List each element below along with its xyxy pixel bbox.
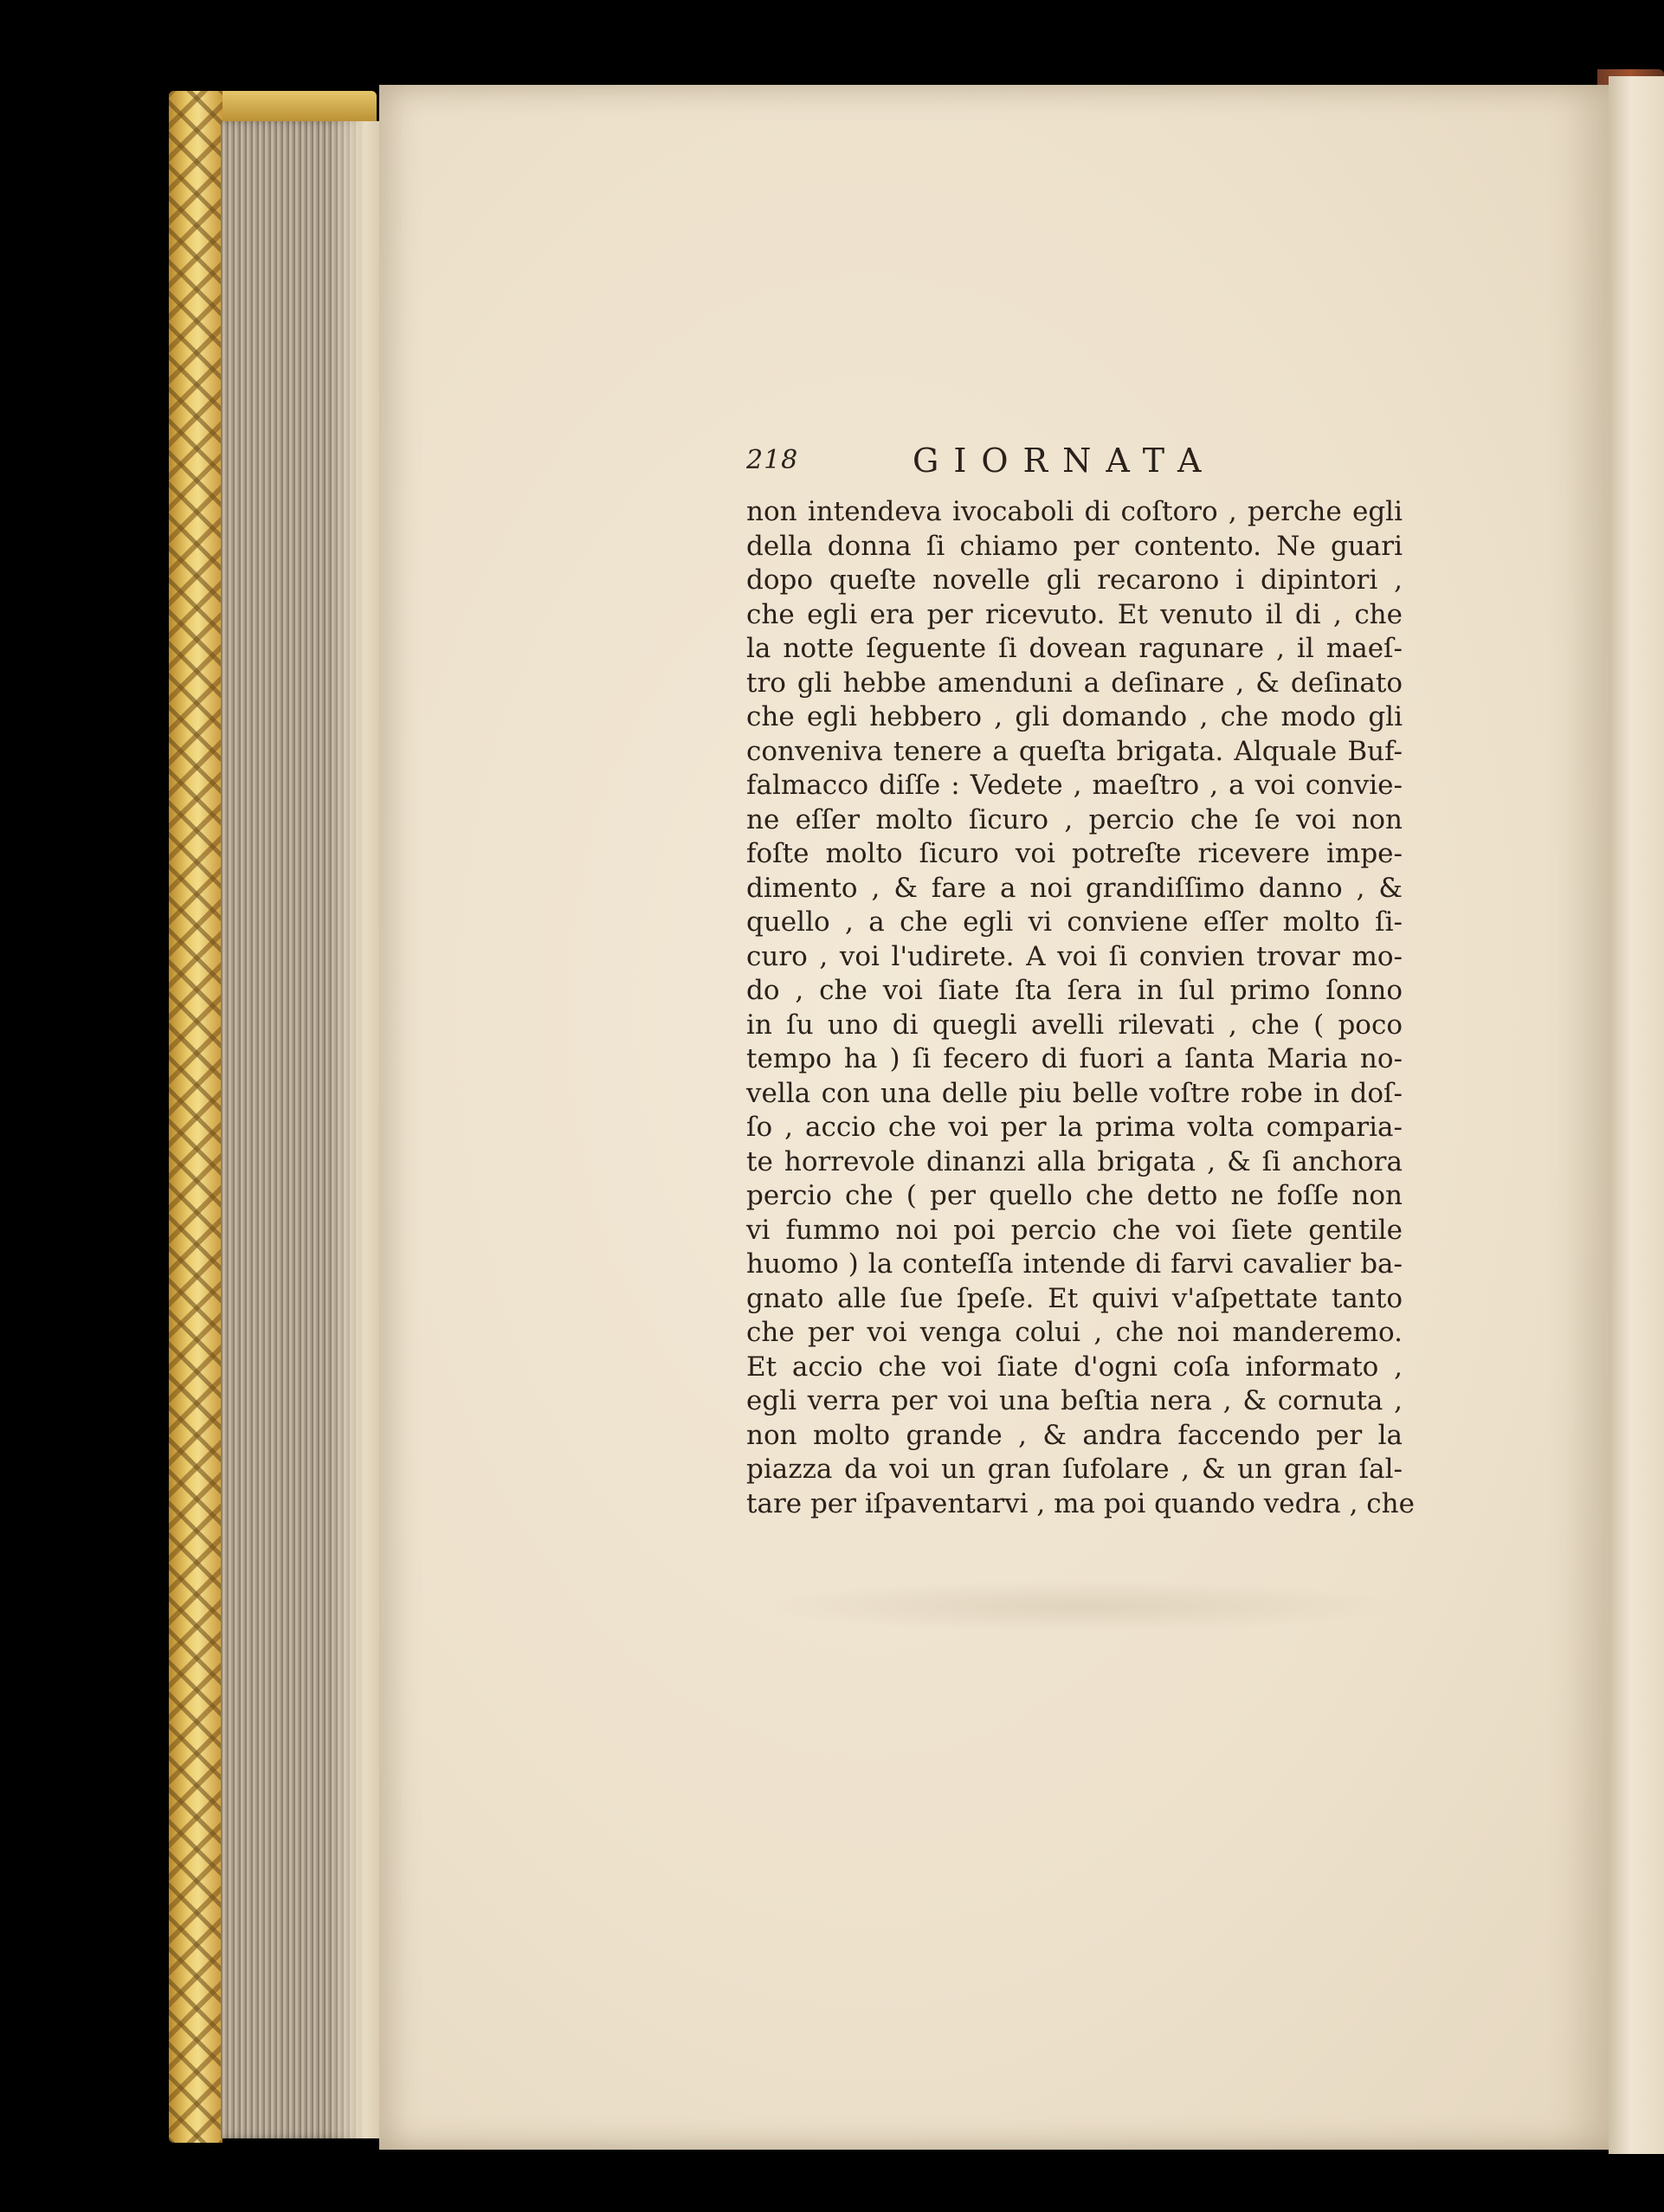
gilt-spine-edge — [169, 91, 223, 2143]
page-number: 218 — [746, 445, 799, 475]
text-line: egli verra per voi una beſtia nera , & cornuta , — [746, 1385, 1403, 1416]
text-line: percio che ( per quello che detto ne foſſe non — [746, 1180, 1403, 1211]
text-line: conveniva tenere a queſta brigata. Alquale Buf- — [746, 735, 1403, 767]
text-line: falmacco diſſe : Vedete , maeſtro , a voi convie- — [746, 770, 1403, 801]
text-line: foſte molto ſicuro voi potreſte ricevere impe- — [746, 838, 1403, 869]
text-line: che egli era per ricevuto. Et venuto il di , che — [746, 598, 1403, 630]
text-line: tempo ha ) ſi fecero di fuori a ſanta Maria no- — [746, 1043, 1403, 1074]
page-block-curl — [329, 121, 381, 2138]
text-line: che egli hebbero , gli domando , che modo gli — [746, 701, 1403, 732]
ink-offset-smudge — [762, 1580, 1403, 1632]
text-line: do , che voi ſiate ſta ſera in ſul primo ſonno — [746, 975, 1403, 1006]
text-line: tare per iſpaventarvi , ma poi quando vedra , che — [746, 1487, 1415, 1519]
text-line: ſo , accio che voi per la prima volta comparia- — [746, 1112, 1403, 1143]
text-line: vella con una delle piu belle voſtre robe in doſ- — [746, 1077, 1403, 1109]
text-line: Et accio che voi ſiate d'ogni coſa informato , — [746, 1351, 1403, 1383]
text-line: vi fummo noi poi percio che voi ſiete gentile — [746, 1214, 1403, 1246]
text-line: ne eſſer molto ſicuro , percio che ſe voi non — [746, 803, 1403, 835]
text-line: non intendeva ivocaboli di coſtoro , perche egli — [746, 496, 1403, 527]
text-line: dimento , & fare a noi grandiſſimo danno , & — [746, 872, 1403, 904]
text-line: la notte ſeguente ſi dovean ragunare , il maeſ- — [746, 633, 1403, 664]
running-title: GIORNATA — [913, 442, 1216, 480]
text-line: huomo ) la conteſſa intende di farvi cavalier ba- — [746, 1248, 1403, 1280]
text-line: in ſu uno di quegli avelli rilevati , che ( poco — [746, 1009, 1403, 1041]
text-line: quello , a che egli vi conviene eſſer molto ſi- — [746, 906, 1403, 938]
text-line: dopo queſte novelle gli recarono i dipintori , — [746, 564, 1403, 596]
text-line: della donna ſi chiamo per contento. Ne guari — [746, 530, 1403, 562]
text-line: non molto grande , & andra faccendo per la — [746, 1419, 1403, 1451]
text-line: curo , voi l'udirete. A voi ſi convien trovar mo- — [746, 940, 1403, 972]
text-block — [746, 442, 1415, 1521]
text-line: tro gli hebbe amenduni a deſinare , & deſinato — [746, 667, 1403, 699]
text-line: gnato alle ſue ſpeſe. Et quivi v'aſpettate tanto — [746, 1282, 1403, 1314]
text-line: piazza da voi un gran ſufolare , & un gran ſal- — [746, 1454, 1403, 1485]
text-line: te horrevole dinanzi alla brigata , & ſi anchora — [746, 1145, 1403, 1177]
facing-page-sliver — [1609, 76, 1664, 2154]
running-head — [746, 442, 1404, 492]
body-text — [746, 495, 1415, 1521]
text-line: che per voi venga colui , che noi manderemo. — [746, 1317, 1403, 1348]
